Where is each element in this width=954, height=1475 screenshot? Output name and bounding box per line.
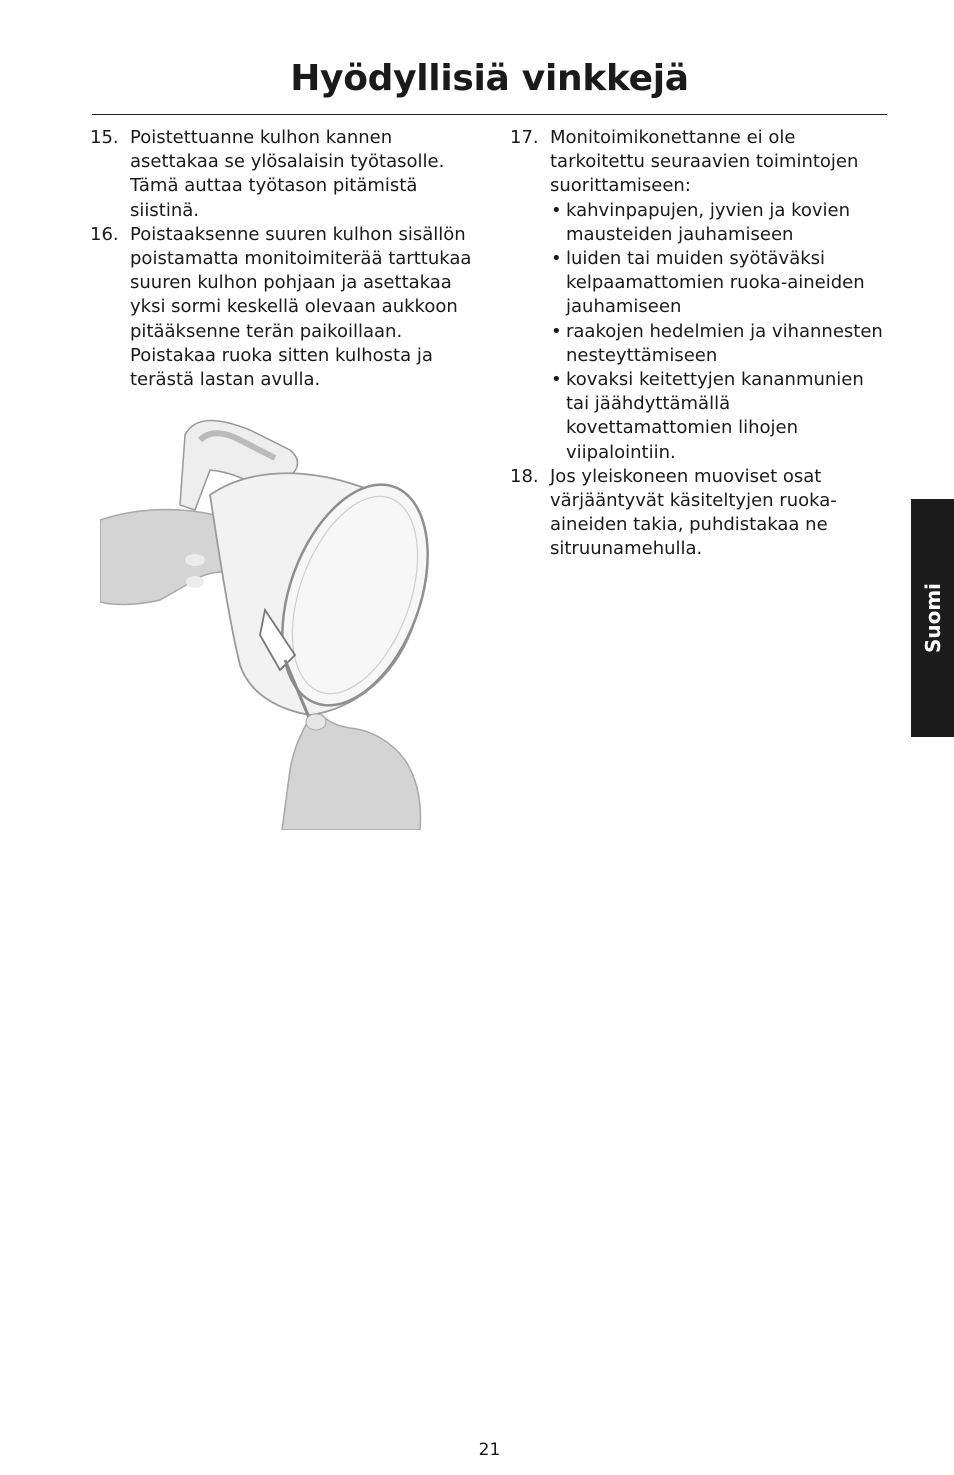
tip-text: Poistaaksenne suuren kulhon sisällön poistamatta monitoimiterää tarttukaa suuren kulhon pohjaan ja asettakaa yksi sormi keskellä olevaan aukkoon pitääksenne terän paikoillaan. Poistakaa ruoka sitten kulhosta ja terästä lastan avulla. — [130, 223, 472, 391]
page-title: Hyödyllisiä vinkkejä — [290, 58, 689, 99]
hand-right-icon — [282, 714, 420, 830]
tip-text: Monitoimikonettanne ei ole tarkoitettu seuraavien toimintojen suorittamiseen: — [550, 127, 859, 197]
page-number: 21 — [478, 1440, 501, 1460]
language-tab — [911, 499, 954, 737]
tip-number: 18. — [510, 465, 539, 487]
bullet-list — [550, 199, 890, 465]
tip-item-15 — [90, 126, 475, 223]
tip-number: 15. — [90, 127, 119, 148]
title-rule — [92, 114, 887, 115]
bullet-item: • luiden tai muiden syötäväksi kelpaamattomien ruoka-aineiden jauhamiseen — [550, 247, 890, 320]
tip-number: 16. — [90, 223, 119, 245]
right-column — [510, 126, 890, 562]
tip-item-16 — [90, 223, 475, 392]
bowl-emptying-illustration — [100, 410, 430, 830]
tip-item-18 — [510, 465, 890, 562]
bullet-item: • raakojen hedelmien ja vihannesten nesteyttämiseen — [550, 320, 890, 368]
tip-text: Jos yleiskoneen muoviset osat värjääntyvät käsiteltyjen ruoka-aineiden takia, puhdistakaa ne sitruunamehulla. — [550, 465, 837, 560]
left-column — [90, 126, 475, 392]
bullet-item: • kovaksi keitettyjen kananmunien tai jäähdyttämällä kovettamattomien lihojen viipalointiin. — [550, 368, 890, 465]
tip-text: Poistettuanne kulhon kannen asettakaa se ylösalaisin työtasolle. Tämä auttaa työtason pitämistä siistinä. — [130, 127, 445, 221]
tip-number: 17. — [510, 127, 539, 148]
language-tab-label: Suomi — [920, 582, 945, 654]
tip-item-17 — [510, 126, 890, 465]
bullet-item: • kahvinpapujen, jyvien ja kovien mausteiden jauhamiseen — [550, 199, 890, 247]
